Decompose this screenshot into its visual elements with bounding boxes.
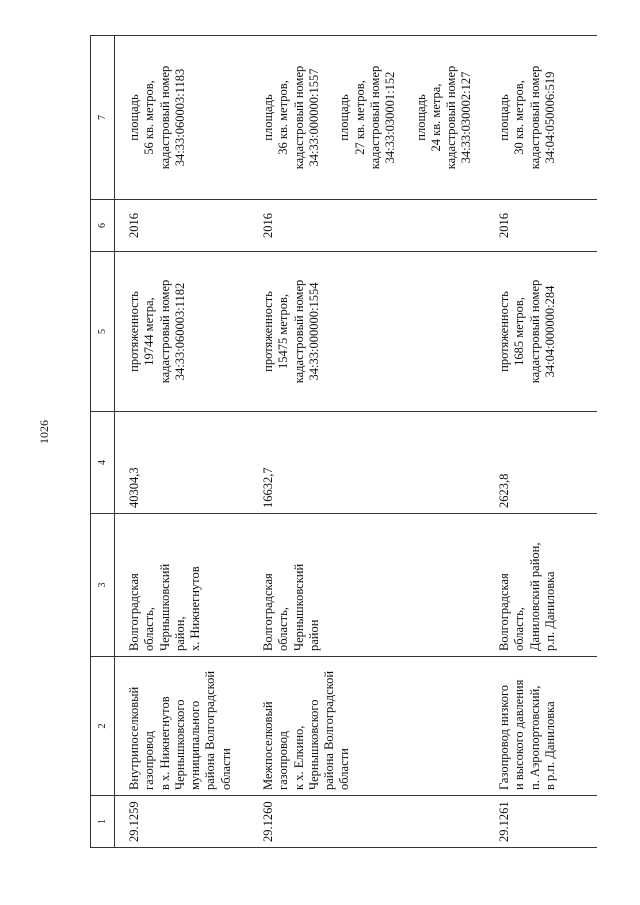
object-area: площадь 36 кв. метров, кадастровый номер 34:33:000000:1557 площадь 27 кв. метров, кадастровый номер 34:33:030001:152 площадь 24 кв. метра, кадастровый номер 34:33:030002:127	[249, 36, 485, 200]
object-name: Газопровод низкого и высокого давления п. Аэропортовский, в р.п. Даниловка	[485, 657, 597, 796]
object-location: Волгоградская область, Даниловский район, р.п. Даниловка	[485, 514, 597, 657]
table-row	[485, 36, 597, 848]
object-year: 2016	[485, 200, 597, 252]
row-id: 29.1259	[115, 796, 250, 848]
column-header-6: 6	[91, 200, 115, 252]
object-location: Волгоградская область, Чернышковский район, х. Нижнегнутов	[115, 514, 250, 657]
object-year: 2016	[115, 200, 250, 252]
rotated-page	[90, 36, 590, 848]
column-header-7: 7	[91, 36, 115, 200]
object-name: Межпоселковый газопровод к х. Елкино, Чернышковского района Волгоградской области	[249, 657, 485, 796]
property-table	[90, 35, 597, 848]
object-value: 40304,3	[115, 412, 250, 514]
object-year: 2016	[249, 200, 485, 252]
object-area: площадь 56 кв. метров, кадастровый номер 34:33:060003:1183	[115, 36, 250, 200]
table-header-row	[91, 36, 115, 848]
column-header-4: 4	[91, 412, 115, 514]
column-header-1: 1	[91, 796, 115, 848]
object-location: Волгоградская область, Чернышковский район	[249, 514, 485, 657]
object-length: протяженность 19744 метра, кадастровый номер 34:33:060003:1182	[115, 252, 250, 412]
column-header-3: 3	[91, 514, 115, 657]
column-header-2: 2	[91, 657, 115, 796]
object-length: протяженность 1685 метров, кадастровый номер 34:04:000000:284	[485, 252, 597, 412]
row-id: 29.1260	[249, 796, 485, 848]
row-id: 29.1261	[485, 796, 597, 848]
table-row	[249, 36, 485, 848]
page-number: 1026	[37, 420, 51, 444]
column-header-5: 5	[91, 252, 115, 412]
object-value: 2623,8	[485, 412, 597, 514]
object-value: 16632,7	[249, 412, 485, 514]
table-row	[115, 36, 250, 848]
object-name: Внутрипоселковый газопровод в х. Нижнегнутов Чернышковского муниципального района Волгоградской области	[115, 657, 250, 796]
object-length: протяженность 15475 метров, кадастровый номер 34:33:000000:1554	[249, 252, 485, 412]
object-area: площадь 30 кв. метров, кадастровый номер 34:04:050006:519	[485, 36, 597, 200]
